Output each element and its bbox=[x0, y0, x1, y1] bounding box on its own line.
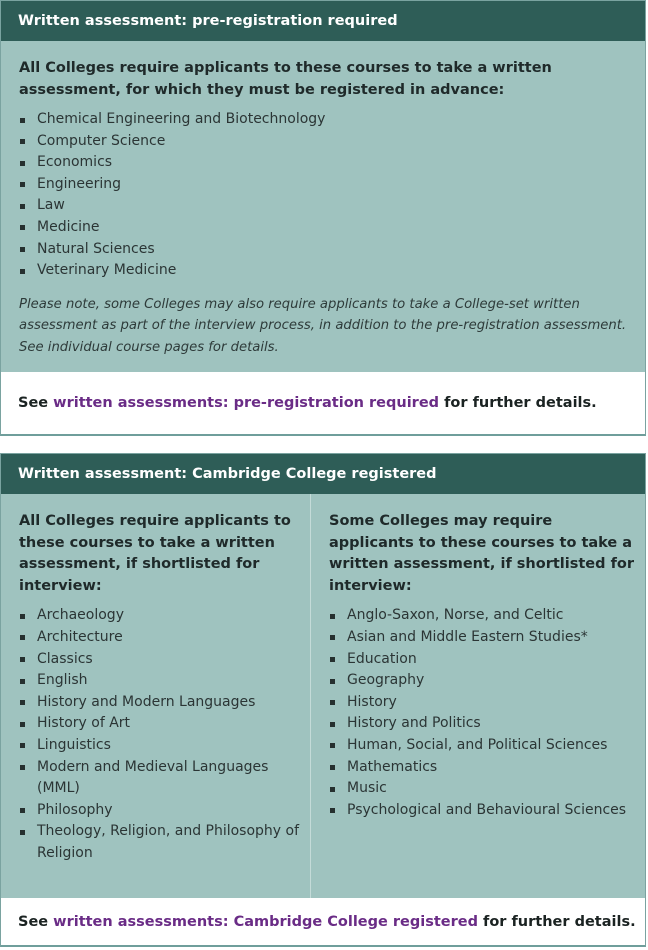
course-item: History and Politics bbox=[329, 713, 637, 735]
course-item: Veterinary Medicine bbox=[19, 260, 627, 282]
course-item: Architecture bbox=[19, 627, 300, 649]
course-item: Modern and Medieval Languages (MML) bbox=[19, 757, 300, 800]
course-item: Chemical Engineering and Biotechnology bbox=[19, 109, 627, 131]
panel-columns bbox=[1, 494, 645, 898]
course-list bbox=[329, 605, 637, 821]
course-item: Economics bbox=[19, 152, 627, 174]
course-item: Anglo-Saxon, Norse, and Celtic bbox=[329, 605, 637, 627]
some-colleges-column bbox=[311, 494, 645, 898]
course-item: Philosophy bbox=[19, 800, 300, 822]
lead-text: All Colleges require applicants to these courses to take a written assessment, if shortlisted for interview: bbox=[19, 513, 291, 594]
footer-suffix: for further details. bbox=[477, 913, 636, 930]
course-item: Medicine bbox=[19, 217, 627, 239]
course-list bbox=[19, 109, 627, 282]
course-item: Psychological and Behavioural Sciences bbox=[329, 800, 637, 822]
course-item: Theology, Religion, and Philosophy of Religion bbox=[19, 821, 300, 864]
lead-text: Some Colleges may require applicants to these courses to take a written assessment, if shortlisted for interview: bbox=[329, 513, 634, 594]
panel-footer bbox=[1, 372, 645, 434]
course-item: History of Art bbox=[19, 713, 300, 735]
college-registered-link[interactable]: written assessments: Cambridge College registered bbox=[53, 913, 478, 930]
course-item: Engineering bbox=[19, 174, 627, 196]
pre-registration-panel bbox=[0, 0, 646, 436]
panel-header: Written assessment: Cambridge College registered bbox=[1, 454, 645, 494]
course-item: Classics bbox=[19, 649, 300, 671]
lead-text: All Colleges require applicants to these courses to take a written assessment, for which they must be registered in advance: bbox=[19, 60, 552, 98]
panel-header: Written assessment: pre-registration required bbox=[1, 1, 645, 41]
course-item: Music bbox=[329, 778, 637, 800]
course-item: History bbox=[329, 692, 637, 714]
all-colleges-column bbox=[1, 494, 311, 898]
course-item: Mathematics bbox=[329, 757, 637, 779]
course-item: Asian and Middle Eastern Studies* bbox=[329, 627, 637, 649]
pre-registration-link[interactable]: written assessments: pre-registration required bbox=[53, 395, 440, 411]
course-item: Archaeology bbox=[19, 605, 300, 627]
course-item: Geography bbox=[329, 670, 637, 692]
course-item: Law bbox=[19, 195, 627, 217]
footer-prefix: See bbox=[18, 395, 54, 411]
footer-suffix: for further details. bbox=[439, 395, 597, 411]
panel-body bbox=[1, 41, 645, 372]
college-registered-panel bbox=[0, 453, 646, 947]
panel-footer bbox=[1, 898, 645, 945]
course-item: Human, Social, and Political Sciences bbox=[329, 735, 637, 757]
course-item: English bbox=[19, 670, 300, 692]
course-item: Computer Science bbox=[19, 131, 627, 153]
course-item: Linguistics bbox=[19, 735, 300, 757]
course-item: Education bbox=[329, 649, 637, 671]
note-text: Please note, some Colleges may also require applicants to take a College-set written assessment as part of the interview process, in addition to the pre-registration assessment. See individual course pages for details. bbox=[19, 296, 627, 355]
footer-prefix: See bbox=[18, 913, 54, 930]
course-list bbox=[19, 605, 300, 864]
course-item: Natural Sciences bbox=[19, 239, 627, 261]
course-item: History and Modern Languages bbox=[19, 692, 300, 714]
